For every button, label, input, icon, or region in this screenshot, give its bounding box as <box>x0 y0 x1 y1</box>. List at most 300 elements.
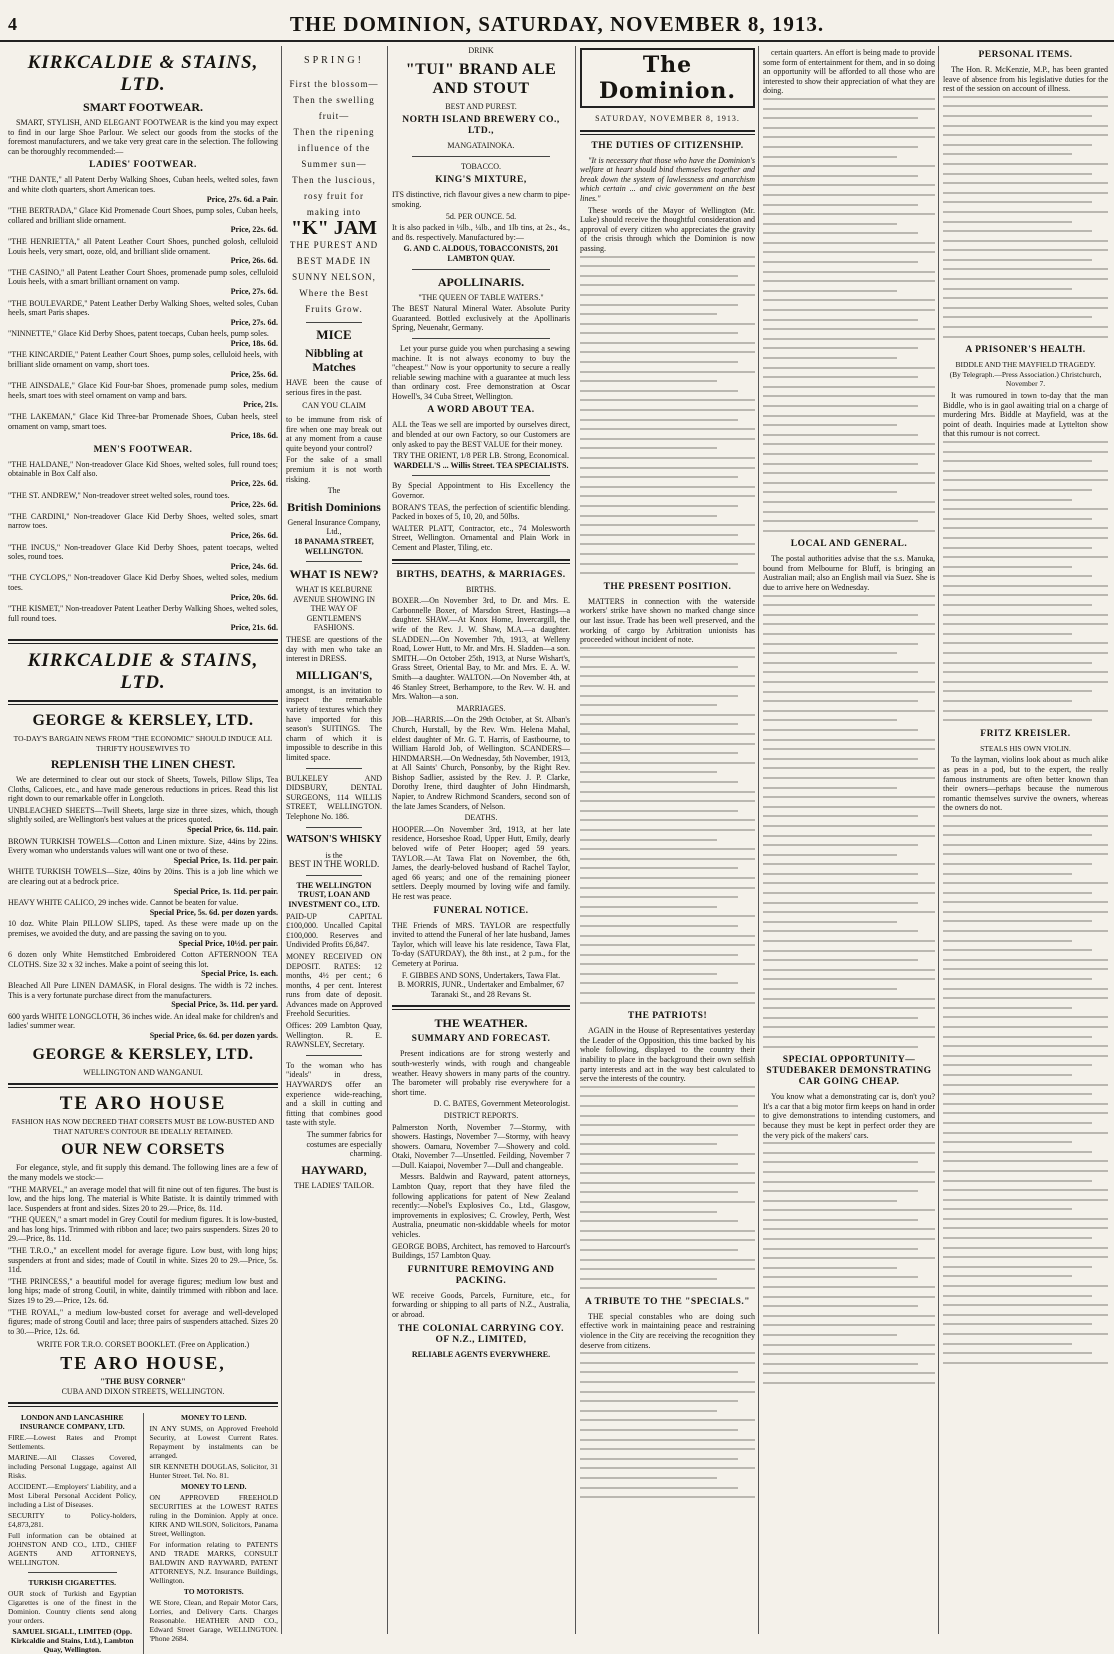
text-line <box>580 1163 738 1165</box>
text-line <box>763 815 918 817</box>
text-line <box>580 982 738 984</box>
text-line <box>763 863 935 865</box>
text-line <box>943 882 1108 884</box>
masthead <box>0 0 1114 42</box>
text-line <box>943 1352 1092 1354</box>
text-line <box>943 499 1072 501</box>
entertainment-text: certain quarters. An effort is being made to provide some form of entertainment for them, and in so doing an opportunity will be afforded to all those who are interested to show their appreciation of what they are doing. <box>763 48 935 96</box>
per-ounce: 5d. PER OUNCE. 5d. <box>445 211 517 221</box>
text-line <box>763 309 935 311</box>
furniture-text: WE receive Goods, Parcels, Furniture, etc., for forwarding or shipping to all parts of N.Z., Australia, or abroad. <box>392 1290 570 1319</box>
text-line <box>943 988 1108 990</box>
text-line <box>580 973 717 975</box>
text-line <box>943 1160 1108 1162</box>
divider <box>306 827 362 828</box>
text-line <box>763 998 935 1000</box>
text-line <box>580 752 738 754</box>
divider <box>412 156 550 157</box>
george-kersley-footer: GEORGE & KERSLEY, LTD. <box>32 1045 254 1063</box>
text-line <box>763 271 935 273</box>
text-line <box>943 1285 1108 1287</box>
text-line <box>943 1103 1108 1105</box>
text-line <box>763 844 918 846</box>
text-line <box>763 681 935 683</box>
text-line <box>763 290 897 292</box>
wellington-trust-heading: THE WELLINGTON TRUST, LOAN AND INVESTMENT CO., LTD. <box>288 880 380 909</box>
busy-corner: "THE BUSY CORNER" <box>100 1377 186 1386</box>
money-to-lend-2-heading: MONEY TO LEND. <box>181 1482 247 1492</box>
text-line <box>580 332 738 334</box>
opportunity-text: You know what a demonstrating car is, don't you? It's a car that a big motor firm keeps on hand in order to give demonstrations to intending customers, and because they must be kept in perfect order they are the very pick of the makers' cars. <box>763 1092 935 1140</box>
column-1 <box>8 46 278 1654</box>
text-line <box>943 547 1092 549</box>
mens-shoe-item <box>8 491 278 510</box>
text-line <box>580 858 755 860</box>
text-line <box>580 275 738 277</box>
text-line <box>580 1143 717 1145</box>
text-line <box>943 182 1108 184</box>
kings-mixture-heading: KING'S MIXTURE, <box>435 175 527 186</box>
text-line <box>763 472 935 474</box>
column-3 <box>392 46 570 1634</box>
text-line <box>763 1171 935 1173</box>
text-line <box>943 1074 1072 1076</box>
tui-heading: "TUI" BRAND ALE AND STOUT <box>405 60 557 97</box>
text-line <box>943 537 1108 539</box>
text-line <box>763 930 918 932</box>
text-line <box>580 505 738 507</box>
text-line <box>943 633 1072 635</box>
linen-item-text: UNBLEACHED SHEETS—Twill Sheets, large size in three sizes, which, though slightly soiled, are Wellington's best values at the prices quoted. <box>8 805 278 825</box>
text-line <box>580 935 755 937</box>
text-line <box>943 240 1108 242</box>
text-line <box>580 524 755 526</box>
wardell-text: WARDELL'S ... Willis Street. TEA SPECIALISTS. <box>393 460 569 470</box>
divider <box>306 875 362 876</box>
kelburne-text: WHAT IS KELBURNE AVENUE SHOWING IN THE WAY OF GENTLEMEN'S FASHIONS. <box>292 585 376 633</box>
column-rule <box>575 46 576 1634</box>
divider <box>306 1055 362 1056</box>
text-line <box>580 1220 738 1222</box>
apollinaris-text: The BEST Natural Mineral Water. Absolute Purity Guaranteed. Bottled exclusively at the Apollinaris Spring, Neuenahr, Germany. <box>392 304 570 333</box>
present-position-text: MATTERS in connection with the waterside workers' strike have shown no marked change since our last issue. Trade has been well preserved, and the working of cargo by Arbitration unionists has proceeded without incident of note. <box>580 596 755 645</box>
corset-item: "THE PRINCESS," a beautiful model for average figures; medium low bust and long hips; made of strong Coutil, in white, daintily trimmed with ribbon and lace. Sizes 19 to 29.—Price, 12s. 6d. <box>8 1276 278 1306</box>
text-line <box>763 748 935 750</box>
mens-shoe-item-text: "THE KISMET," Non-treadover Patent Leather Derby Walking Shoes, welted soles, full round toes. <box>8 604 278 623</box>
prisoner-subheading: BIDDLE AND THE MAYFIELD TRAGEDY. <box>955 360 1096 370</box>
text-line <box>763 719 897 721</box>
ladies-shoe-item <box>8 350 278 379</box>
turkish-cigarettes-heading: TURKISH CIGARETTES. <box>28 1578 117 1588</box>
text-line <box>580 323 755 325</box>
text-line <box>580 714 755 716</box>
text-line <box>943 1266 1092 1268</box>
text-line <box>763 251 935 253</box>
text-line <box>763 184 935 186</box>
text-line <box>580 925 738 927</box>
british-company: General Insurance Company, Ltd., <box>287 517 381 537</box>
text-line <box>763 950 935 952</box>
text-line <box>763 530 935 532</box>
column-body <box>763 98 935 532</box>
linen-item <box>8 867 278 896</box>
trust-capital: PAID-UP CAPITAL £100,000. Uncalled Capital £100,000. Reserves and Undivided Profits £6,847. <box>286 911 382 950</box>
column-rule <box>281 46 282 1634</box>
text-line <box>580 704 717 706</box>
linen-item-price: Special Price, 1s. 11d. per pair. <box>173 855 278 865</box>
text-line <box>580 515 717 517</box>
births-label: BIRTHS. <box>466 584 496 594</box>
linen-item <box>8 981 278 1010</box>
text-line <box>943 518 1092 520</box>
text-line <box>943 652 1108 654</box>
text-line <box>763 367 935 369</box>
ladies-shoe-item-price: Price, 27s. 6d. a Pair. <box>206 194 278 204</box>
hayward-heading: HAYWARD, <box>301 1162 367 1177</box>
text-line <box>943 1016 1108 1018</box>
patriots-body <box>580 1086 755 1289</box>
colonial-carrying: THE COLONIAL CARRYING COY. OF N.Z., LIMITED, <box>398 1323 564 1345</box>
text-line <box>763 1372 935 1374</box>
divider <box>580 130 755 135</box>
tea-text: ALL the Teas we sell are imported by ourselves direct, and blended at our own Factory, so our Customers are only asked to pay the BEST VALUE for their money. <box>392 420 570 449</box>
text-line <box>580 1182 755 1184</box>
text-line <box>763 376 918 378</box>
divider <box>392 559 570 564</box>
text-line <box>763 434 918 436</box>
text-line <box>943 825 1108 827</box>
text-line <box>763 604 935 606</box>
text-line <box>943 566 1072 568</box>
mens-shoe-item-text: "THE ST. ANDREW," Non-treadover street welted soles, round toes. <box>8 490 230 500</box>
text-line <box>580 1429 738 1431</box>
aldous-name: G. AND C. ALDOUS, TOBACCONISTS, 201 LAMBTON QUAY. <box>403 244 559 263</box>
text-line <box>943 815 1108 817</box>
text-line <box>763 1017 918 1019</box>
text-line <box>580 887 755 889</box>
text-line <box>943 1227 1108 1229</box>
prisoner-heading: A PRISONER'S HEALTH. <box>965 345 1086 356</box>
linen-item-price: Special Price, 1s. each. <box>201 969 278 979</box>
text-line <box>763 520 918 522</box>
text-line <box>763 491 897 493</box>
kings-text: ITS distinctive, rich flavour gives a new charm to pipe-smoking. <box>392 190 570 209</box>
text-line <box>943 278 1108 280</box>
kreisler-body <box>943 815 1108 1364</box>
orient-text: TRY THE ORIENT, 1/8 PER LB. Strong, Economical. <box>392 451 570 461</box>
kirkcaldie-footer: KIRKCALDIE & STAINS, LTD. <box>27 649 259 693</box>
divider <box>28 1572 117 1573</box>
text-line <box>763 623 935 625</box>
linen-item <box>8 919 278 948</box>
gk-intro: We are determined to clear out our stock of Sheets, Towels, Pillow Slips, Tea Cloths, Calicoes, etc., and have made generous reductions in prices. Read this list right down to our remarkable offer in Longcloth. <box>8 775 278 804</box>
kreisler-text: To the layman, violins look about as much alike as peas in a pod, but to the expert, the really famous instruments are often better known than their owners—perhaps because the numerous romantic themselves survive the owners, whereas the owners do not. <box>943 755 1108 813</box>
text-line <box>580 1439 755 1441</box>
text-line <box>943 1295 1092 1297</box>
local-general-text: The postal authorities advise that the s.s. Manuka, bound from Melbourne for Bluff, is bringing an Australian mail; also an English mail via Suez. She is due to arrive here on Wednesday. <box>763 554 935 593</box>
prisoner-text: It was rumoured in town to-day that the man Biddle, who is in gaol awaiting trial on a charge of murdering Mrs. Biddle at Mayfield, was at the point of death. Inquiries made at Lyttelton show that this rumour is not correct. <box>943 391 1108 439</box>
text-line <box>763 117 918 119</box>
text-line <box>943 1132 1108 1134</box>
text-line <box>943 1093 1092 1095</box>
text-line <box>763 1181 935 1183</box>
british-dominions-heading: British Dominions <box>287 499 381 514</box>
insurance-line: SECURITY to Policy-holders, £4,873,281. <box>8 1511 137 1530</box>
money-to-lend-heading: MONEY TO LEND. <box>181 1413 247 1423</box>
gk-bargain-list <box>8 806 278 1041</box>
text-line <box>943 853 1108 855</box>
text-line <box>763 921 897 923</box>
tobacco-label: TOBACCO. <box>460 161 502 171</box>
text-line <box>580 486 755 488</box>
text-line <box>943 863 1092 865</box>
mens-shoe-item-text: "THE INCUS," Non-treadover Glace Kid Derby Shoes, patent toecaps, welted soles, round toes. <box>8 542 278 562</box>
text-line <box>943 1256 1108 1258</box>
editorial-body <box>580 256 755 575</box>
appointment-text: By Special Appointment to His Excellency the Governor. <box>392 481 570 501</box>
text-line <box>943 441 1108 443</box>
text-line <box>580 534 738 536</box>
text-line <box>580 284 755 286</box>
text-line <box>943 1151 1092 1153</box>
text-line <box>943 671 1108 673</box>
mens-footwear-heading: MEN'S FOOTWEAR. <box>93 444 193 455</box>
text-line <box>943 105 1108 107</box>
text-line <box>580 447 717 449</box>
ladies-shoe-item <box>8 329 278 348</box>
linen-item <box>8 950 278 979</box>
text-line <box>943 1026 1108 1028</box>
corset-item: "THE MARVEL," an average model that will fit nine out of ten figures. The bust is low, and the hips long. The material is White Batiste. It is daintily trimmed with lace. Suspenders at front and sides. Sizes 20 to 29.—Price, 8s. 11d. <box>8 1184 278 1213</box>
text-line <box>580 877 755 879</box>
text-line <box>943 1180 1092 1182</box>
text-line <box>580 1249 738 1251</box>
text-line <box>763 146 918 148</box>
text-line <box>763 825 935 827</box>
text-line <box>580 896 738 898</box>
te-aro-footer: TE ARO HOUSE, <box>60 1353 226 1373</box>
text-line <box>763 911 935 913</box>
opportunity-body <box>763 1142 935 1384</box>
text-line <box>943 1141 1072 1143</box>
text-line <box>763 662 935 664</box>
text-line <box>763 1324 935 1326</box>
text-line <box>580 954 738 956</box>
text-line <box>763 165 935 167</box>
text-line <box>580 1410 717 1412</box>
undertakers: F. GIBBES AND SONS, Undertakers, Tawa Flat. <box>401 970 561 980</box>
corset-item: "THE T.R.O.," an excellent model for average figure. Low bust, with long hips; suspenders at front and sides; made of Coutil in white. Sizes 20 to 29.—Price, 5s. 11d. <box>8 1246 278 1275</box>
marriages-label: MARRIAGES. <box>456 703 506 713</box>
gk-location: WELLINGTON AND WANGANUI. <box>83 1067 203 1077</box>
morris-text: B. MORRIS, JUNR., Undertaker and Embalmer, 67 Taranaki St., and 28 Revans St. <box>397 980 565 999</box>
tribute-text: THE special constables who are doing such effective work in maintaining peace and restraining violence in the City are receiving the recognition they deserve from citizens. <box>580 1311 755 1350</box>
divider <box>8 1402 278 1407</box>
text-line <box>943 700 1072 702</box>
text-line <box>763 959 918 961</box>
trust-office: Offices: 209 Lambton Quay, Wellington. R. E. RAWNSLEY, Secretary. <box>286 1021 382 1050</box>
ladies-shoe-item-price: Price, 27s. 6d. <box>230 286 278 296</box>
ladies-shoe-item-price: Price, 26s. 6d. <box>230 256 278 266</box>
text-line <box>763 1007 935 1009</box>
text-line <box>943 901 1108 903</box>
text-line <box>580 647 755 649</box>
text-line <box>580 733 755 735</box>
text-line <box>763 1353 935 1355</box>
text-line <box>580 1287 755 1289</box>
text-line <box>580 428 755 430</box>
watson-heading: WATSON'S WHISKY <box>286 833 382 845</box>
purest-text: THE PUREST AND BEST MADE IN SUNNY NELSON, <box>289 240 379 283</box>
text-line <box>763 1334 897 1336</box>
text-line <box>580 409 755 411</box>
text-line <box>763 1257 935 1259</box>
money-to-lend-text: IN ANY SUMS, on Approved Freehold Security, at Lowest Current Rates. Repayment by instalments can be arranged. <box>149 1424 278 1461</box>
text-line <box>580 1239 755 1241</box>
text-line <box>943 153 1072 155</box>
summer-fabrics: The summer fabrics for costumes are especially charming. <box>306 1130 382 1159</box>
samuel-sigall: SAMUEL SIGALL, LIMITED (Opp. Kirkcaldie and Stains, Ltd.), Lambton Quay, Wellington. <box>10 1627 134 1654</box>
text-line <box>943 1333 1108 1335</box>
linen-item <box>8 837 278 866</box>
insurance-lines <box>8 1433 137 1529</box>
milligan-heading: MILLIGAN'S, <box>295 667 373 682</box>
text-line <box>943 230 1092 232</box>
text-line <box>763 501 935 503</box>
motorists-heading: TO MOTORISTS. <box>183 1587 244 1597</box>
text-line <box>580 563 738 565</box>
text-line <box>763 1152 935 1154</box>
claim-text: to be immune from risk of fire when one may break out at any moment from a cause quite beyond your control? <box>286 414 382 453</box>
text-line <box>763 777 935 779</box>
text-line <box>763 204 918 206</box>
text-line <box>943 930 1108 932</box>
text-line <box>763 1267 897 1269</box>
corsets-intro: For elegance, style, and fit supply this demand. The following lines are a few of the many models we stock:— <box>8 1163 278 1182</box>
text-line <box>943 1084 1108 1086</box>
text-line <box>943 134 1108 136</box>
text-line <box>763 787 897 789</box>
text-line <box>763 511 935 513</box>
text-line <box>580 1477 717 1479</box>
te-aro-address: CUBA AND DIXON STREETS, WELLINGTON. <box>61 1386 225 1396</box>
text-line <box>943 1218 1108 1220</box>
text-line <box>763 1036 935 1038</box>
text-line <box>943 585 1108 587</box>
text-line <box>763 1305 918 1307</box>
baldwin-text: Messrs. Baldwin and Rayward, patent attorneys, Lambton Quay, report that they have filed the following applications for patent of New Zealand recently:—Nobel's Explosives Co., Ltd., Glasgow, improvements in explosives; C. Crowley, Perth, West Australia, pneumatic non-skiddable wheels for motor vehicles. <box>392 1172 570 1240</box>
text-line <box>580 1381 755 1383</box>
text-line <box>580 361 738 363</box>
text-line <box>943 221 1072 223</box>
text-line <box>943 575 1092 577</box>
spring-heading: SPRING! <box>304 55 364 66</box>
text-line <box>763 1161 918 1163</box>
text-line <box>763 1382 935 1384</box>
text-line <box>580 1230 755 1232</box>
text-line <box>580 656 755 658</box>
text-line <box>763 328 935 330</box>
text-line <box>580 1115 755 1117</box>
text-line <box>943 288 1072 290</box>
text-line <box>580 944 755 946</box>
text-line <box>763 739 935 741</box>
text-line <box>763 357 897 359</box>
text-line <box>763 1248 918 1250</box>
divider <box>8 639 278 644</box>
ladies-tailor: THE LADIES' TAILOR. <box>294 1180 374 1190</box>
ladies-shoe-item-text: "THE DANTE," all Patent Derby Walking Shoes, Cuban heels, welted soles, fawn and white cloth quarters, short American toes. <box>8 175 278 194</box>
ladies-shoe-item <box>8 299 278 328</box>
text-line <box>943 1247 1108 1249</box>
patriots-text: AGAIN in the House of Representatives yesterday the Leader of the Opposition, this time backed by his whole following, displayed to the country their inability to place in the background their own selfish party interests and act in the way best calculated to serve the interests of the country. <box>580 1026 755 1084</box>
text-line <box>763 1286 935 1288</box>
linen-item-price: Special Price, 6s. 6d. per dozen yards. <box>149 1030 278 1040</box>
text-line <box>943 623 1108 625</box>
text-line <box>763 242 935 244</box>
text-line <box>943 1343 1072 1345</box>
text-line <box>580 351 755 353</box>
text-line <box>580 867 738 869</box>
marriages-text: JOB—HARRIS.—On the 29th October, at St. Alban's Church, Hurstall, by the Rev. Wm. Helena Mahal, eldest daughter of Mr. G. T. Harris, of Eastbourne, to William Harold Job, of Wellington. SCANDERS—HINDMARSH.—On Wednesday, 5th November, 1913, at All Saints' Church, Ponsonby, by the Right Rev. Bishop Sadlier, assisted by the Rev. J. P. Clarke, Dorothy Irene, third daughter of John Hindmarsh, Napier, to Andrew Richmond Scanders, second son of the late James Scanders, of Nelson. <box>392 715 570 811</box>
brewery-name: NORTH ISLAND BREWERY CO., LTD., <box>402 115 560 137</box>
text-line <box>943 978 1092 980</box>
ladies-shoe-item-text: "THE CASINO," all Patent Leather Court Shoes, promenade pump soles, celluloid Louis heels, with a smart brilliant ornament on vamp. <box>8 267 278 287</box>
divider <box>412 269 550 270</box>
text-line <box>943 1045 1108 1047</box>
text-line <box>763 796 935 798</box>
text-line <box>580 675 755 677</box>
editorial-date: SATURDAY, NOVEMBER 8, 1913. <box>595 114 740 123</box>
text-line <box>580 476 738 478</box>
mens-shoe-item <box>8 512 278 541</box>
local-general-heading: LOCAL AND GENERAL. <box>790 539 908 550</box>
text-line <box>943 1237 1092 1239</box>
linen-item-text: BROWN TURKISH TOWELS—Cotton and Linen mixture. Size, 44ins by 22ins. Every woman who understands values will want one or two of these. <box>8 836 278 856</box>
text-line <box>943 259 1092 261</box>
text-line <box>943 268 1108 270</box>
personal-items-body <box>943 96 1108 338</box>
text-line <box>763 614 918 616</box>
text-line <box>943 163 1108 165</box>
text-line <box>763 108 935 110</box>
text-line <box>580 304 738 306</box>
apollinaris-heading: APOLLINARIS. <box>437 274 525 289</box>
text-line <box>580 467 755 469</box>
ladies-shoe-item <box>8 268 278 297</box>
prisoner-byline: (By Telegraph.—Press Association.) Christchurch, November 7. <box>949 369 1102 389</box>
text-line <box>580 1467 755 1469</box>
premium-text: For the sake of a small premium it is not worth risking. <box>286 455 382 484</box>
text-line <box>763 280 935 282</box>
mens-shoe-item <box>8 604 278 633</box>
text-line <box>580 342 755 344</box>
mens-shoe-item <box>8 573 278 602</box>
text-line <box>763 940 935 942</box>
text-line <box>763 98 935 100</box>
text-line <box>763 882 935 884</box>
text-line <box>580 771 717 773</box>
apollinaris-sub: "THE QUEEN OF TABLE WATERS." <box>418 292 544 302</box>
funeral-heading: FUNERAL NOTICE. <box>433 905 529 916</box>
deaths-label: DEATHS. <box>464 813 498 823</box>
text-line <box>943 451 1108 453</box>
text-line <box>763 127 935 129</box>
text-line <box>580 800 755 802</box>
ladies-shoe-item <box>8 237 278 266</box>
text-line <box>763 338 935 340</box>
text-line <box>763 652 897 654</box>
